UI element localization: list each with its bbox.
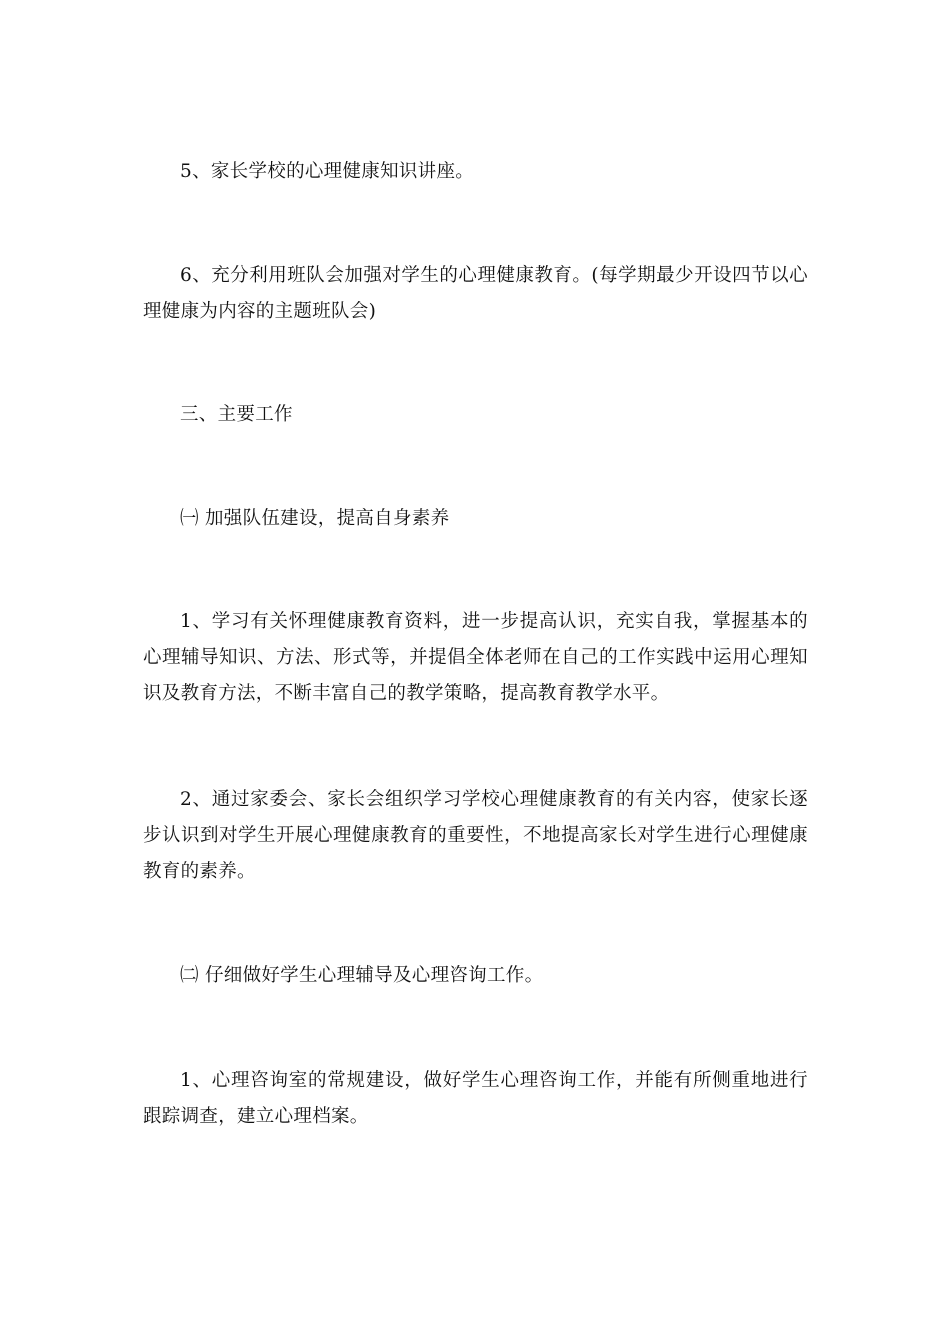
paragraph-item-1-study: 1、学习有关怀理健康教育资料，进一步提高认识，充实自我，掌握基本的心理辅导知识、方法、形式等，并提倡全体老师在自己的工作实践中运用心理知识及教育方法，不断丰富自己的教学策略，提高教育教学水平。 — [143, 611, 808, 704]
paragraph-item-2-parents: 2、通过家委会、家长会组织学习学校心理健康教育的有关内容，使家长逐步认识到对学生开展心理健康教育的重要性，不地提高家长对学生进行心理健康教育的素养。 — [143, 789, 808, 882]
subsection-heading-team-building: ㈠ 加强队伍建设，提高自身素养 — [180, 508, 450, 529]
subsection-heading-counseling: ㈡ 仔细做好学生心理辅导及心理咨询工作。 — [180, 965, 544, 986]
paragraph-item-5-lecture: 5、家长学校的心理健康知识讲座。 — [180, 161, 475, 182]
paragraph-item-6-class-meeting: 6、充分利用班队会加强对学生的心理健康教育。(每学期最少开设四节以心理健康为内容的主题班队会) — [143, 265, 808, 322]
section-heading-main-work: 三、主要工作 — [180, 404, 293, 425]
paragraph-item-1-counseling-room: 1、心理咨询室的常规建设，做好学生心理咨询工作，并能有所侧重地进行跟踪调查，建立心理档案。 — [143, 1070, 808, 1127]
